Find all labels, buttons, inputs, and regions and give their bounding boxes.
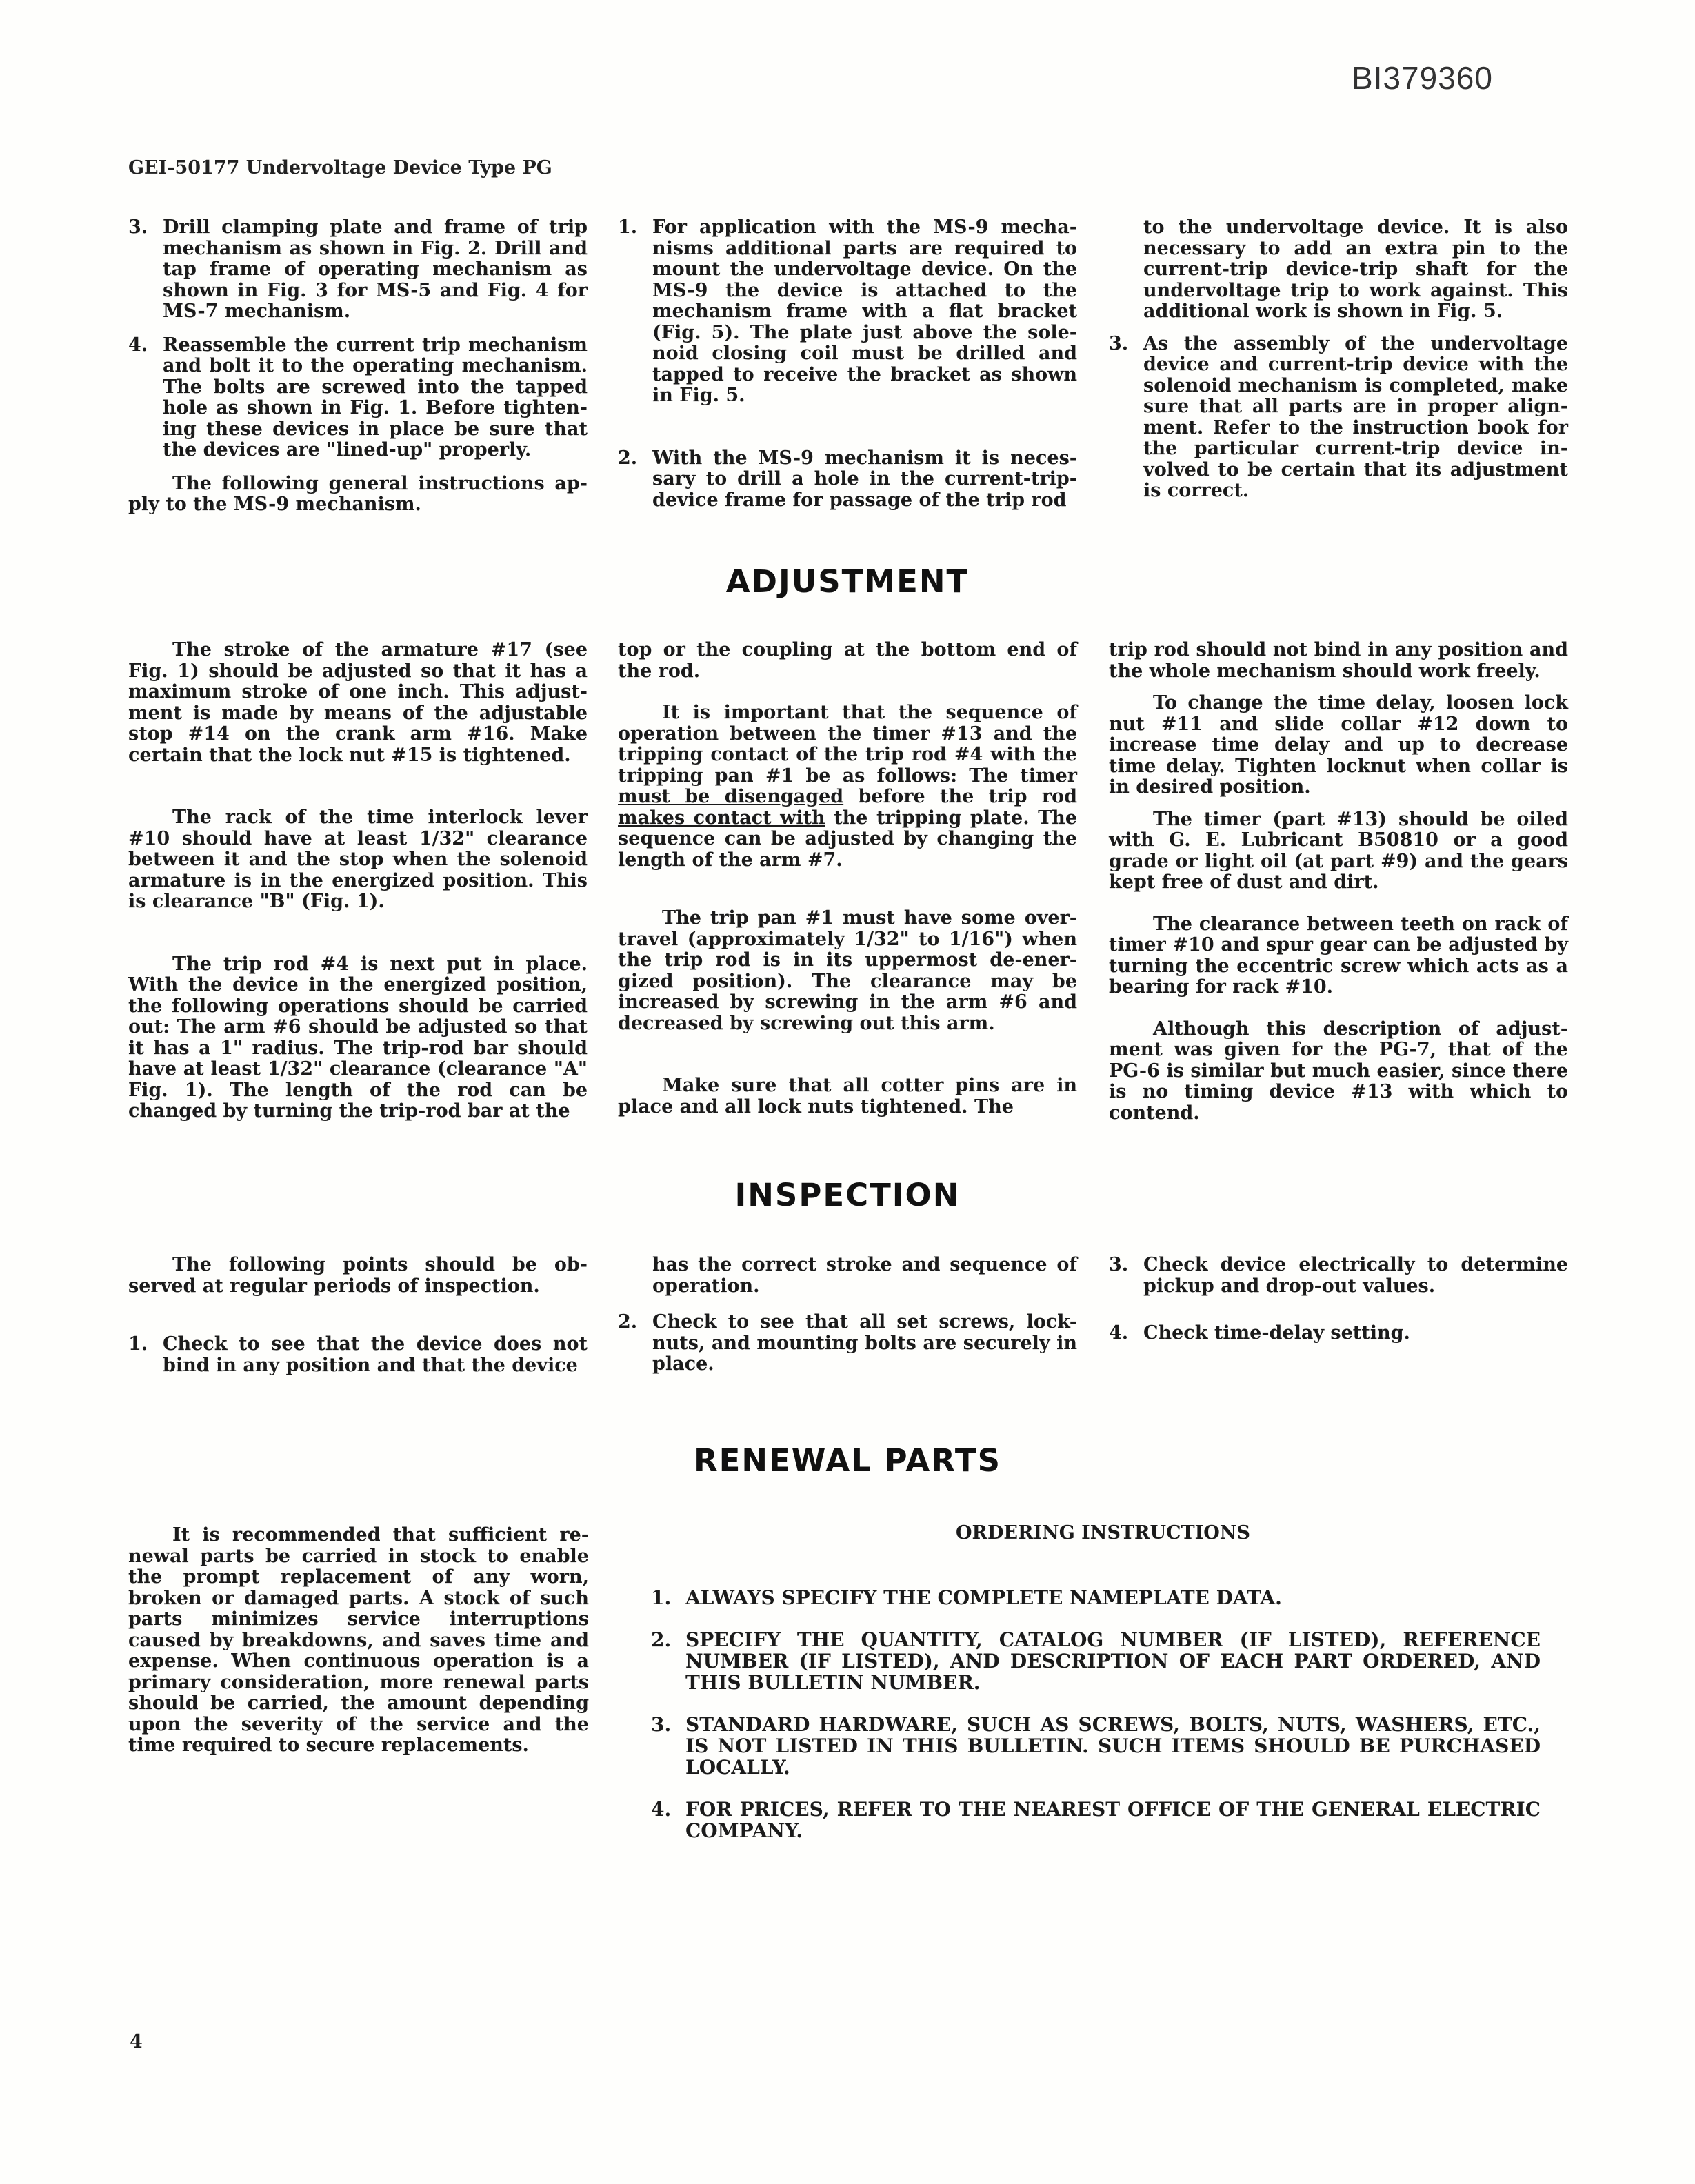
inspection-column-1: [128, 1255, 588, 1388]
paragraph: to the undervoltage device. It is also necessary to add an extra pin to the current-trip device-trip shaft for the undervoltage trip to work against. This additional work is shown in Fig. 5.: [1143, 216, 1568, 322]
list-item: 3. Check device electrically to determine pickup and drop-out values.: [1109, 1254, 1568, 1297]
list-item: 4. Reassemble the current trip mechanism and bolt it to the operating mechanism. The bolts are screwed into the tapped hole as shown in Fig. 1. Before tighten-ing these devices in place be sure that the devices are "lined-up" properly.: [128, 334, 588, 461]
running-head: GEI-50177 Undervoltage Device Type PG: [128, 157, 552, 179]
renewal-parts-heading: RENEWAL PARTS: [694, 1442, 1001, 1479]
paragraph: The trip pan #1 must have some over-travel (approximately 1/32" to 1/16") when the trip rod is in its uppermost de-ener-gized position). The clearance may be increased by screwing in the arm #6 and decreased by screwing out this arm.: [618, 907, 1077, 1034]
paragraph: The timer (part #13) should be oiled with G. E. Lubricant B50810 or a good grade or light oil (at part #9) and the gears kept free of dust and dirt.: [1109, 808, 1568, 893]
list-item: 1. ALWAYS SPECIFY THE COMPLETE NAMEPLATE DATA.: [651, 1586, 1282, 1609]
adjustment-column-2: [618, 640, 1077, 1129]
paragraph: The following general instructions ap-ply to the MS-9 mechanism.: [128, 472, 588, 515]
list-item: 1. For application with the MS-9 mecha-nisms additional parts are required to mount the undervoltage device. On the MS-9 the device is attached to the mechanism frame with a flat bracket (Fig. 5). The plate just above the sole-noid closing coil must be drilled and tapped to receive the bracket as shown in Fig. 5.: [618, 216, 1077, 406]
ordering-instructions-list: [651, 1587, 1541, 1854]
paragraph: The trip rod #4 is next put in place. With the device in the energized position, the following operations should be carried out: The arm #6 should be adjusted so that it has a 1" radius. The trip-rod bar should have at least 1/32" clearance (clearance "A" Fig. 1). The length of the rod can be changed by turning the trip-rod bar at the: [128, 953, 588, 1122]
paragraph: It is important that the sequence of operation between the timer #13 and the tripping contact of the trip rod #4 with the tripping pan #1 be as follows: The timer must be disengaged before the trip rod makes contact with the tripping plate. The sequence can be adjusted by changing the length of the arm #7.: [618, 702, 1078, 871]
install-column-2: [618, 217, 1077, 523]
list-item: 2. Check to see that all set screws, lock-nuts, and mounting bolts are securely in place.: [618, 1311, 1077, 1375]
paragraph: top or the coupling at the bottom end of the rod.: [618, 639, 1077, 682]
page-number: 4: [130, 2031, 143, 2052]
list-item: 3. As the assembly of the undervoltage device and current-trip device with the solenoid mechanism is completed, make sure that all parts are in proper align-ment. Refer to the instruction book for the particular current-trip device in-volved to be certain that its adjustment is correct.: [1109, 332, 1568, 501]
list-item: 3. Drill clamping plate and frame of trip mechanism as shown in Fig. 2. Drill and tap frame of operating mechanism as shown in Fig. 3 for MS-5 and Fig. 4 for MS-7 mechanism.: [128, 216, 588, 322]
ordering-instructions-title: ORDERING INSTRUCTIONS: [956, 1522, 1250, 1544]
paragraph: The following points should be ob-served at regular periods of inspection.: [128, 1254, 588, 1297]
install-column-3: [1109, 217, 1568, 514]
adjustment-heading: ADJUSTMENT: [725, 563, 970, 600]
paragraph: has the correct stroke and sequence of operation.: [652, 1254, 1077, 1297]
renewal-paragraph-column: [128, 1525, 589, 1768]
list-item: 1. Check to see that the device does not bind in any position and that the device: [128, 1333, 588, 1376]
inspection-column-2: [618, 1255, 1077, 1388]
adjustment-column-3: [1109, 640, 1568, 1135]
paragraph: The stroke of the armature #17 (see Fig. 1) should be adjusted so that it has a maximum stroke of one inch. This adjust-ment is made by means of the adjustable stop #14 on the crank arm #16. Make certain that the lock nut #15 is tightened.: [128, 639, 588, 766]
paragraph: trip rod should not bind in any position and the whole mechanism should work freely.: [1109, 639, 1568, 682]
paragraph: Although this description of adjust-ment was given for the PG-7, that of the PG-6 is similar but much easier, since there is no timing device #13 with which to contend.: [1109, 1018, 1568, 1124]
underlined-text: makes contact with: [618, 807, 825, 829]
paragraph: It is recommended that sufficient re-newal parts be carried in stock to enable the prompt replacement of any worn, broken or damaged parts. A stock of such parts minimizes service interruptions caused by breakdowns, and saves time and expense. When continuous operation is a primary consideration, more renewal parts should be carried, the amount depending upon the severity of the service and the time required to secure replacements.: [128, 1524, 589, 1756]
list-item: 3. STANDARD HARDWARE, SUCH AS SCREWS, BOLTS, NUTS, WASHERS, ETC., IS NOT LISTED IN THIS BULLETIN. SUCH ITEMS SHOULD BE PURCHASED LOCALLY.: [651, 1713, 1541, 1779]
document-id: BI379360: [1352, 60, 1493, 96]
paragraph: To change the time delay, loosen lock nut #11 and slide collar #12 down to increase time delay and up to decrease time delay. Tighten locknut when collar is in desired position.: [1109, 692, 1568, 798]
paragraph: The clearance between teeth on rack of timer #10 and spur gear can be adjusted by turning the eccentric screw which acts as a bearing for rack #10.: [1109, 913, 1568, 998]
inspection-heading: INSPECTION: [734, 1177, 961, 1213]
paragraph: Make sure that all cotter pins are in place and all lock nuts tightened. The: [618, 1075, 1077, 1118]
paragraph: The rack of the time interlock lever #10 should have at least 1/32" clearance between it and the stop when the solenoid armature is in the energized position. This is clearance "B" (Fig. 1).: [128, 807, 588, 912]
list-item: 2. With the MS-9 mechanism it is neces-sary to drill a hole in the current-trip-device frame for passage of the trip rod: [618, 447, 1077, 511]
install-column-1: [128, 217, 588, 527]
list-item: 4. FOR PRICES, REFER TO THE NEAREST OFFICE OF THE GENERAL ELECTRIC COMPANY.: [651, 1798, 1541, 1842]
list-item: 2. SPECIFY THE QUANTITY, CATALOG NUMBER (IF LISTED), REFERENCE NUMBER (IF LISTED), AND DESCRIPTION OF EACH PART ORDERED, AND THIS BULLETIN NUMBER.: [651, 1628, 1541, 1694]
list-item: 4. Check time-delay setting.: [1109, 1322, 1410, 1344]
inspection-column-3: [1109, 1255, 1568, 1357]
underlined-text: must be disengaged: [618, 786, 844, 807]
adjustment-column-1: [128, 640, 588, 1133]
